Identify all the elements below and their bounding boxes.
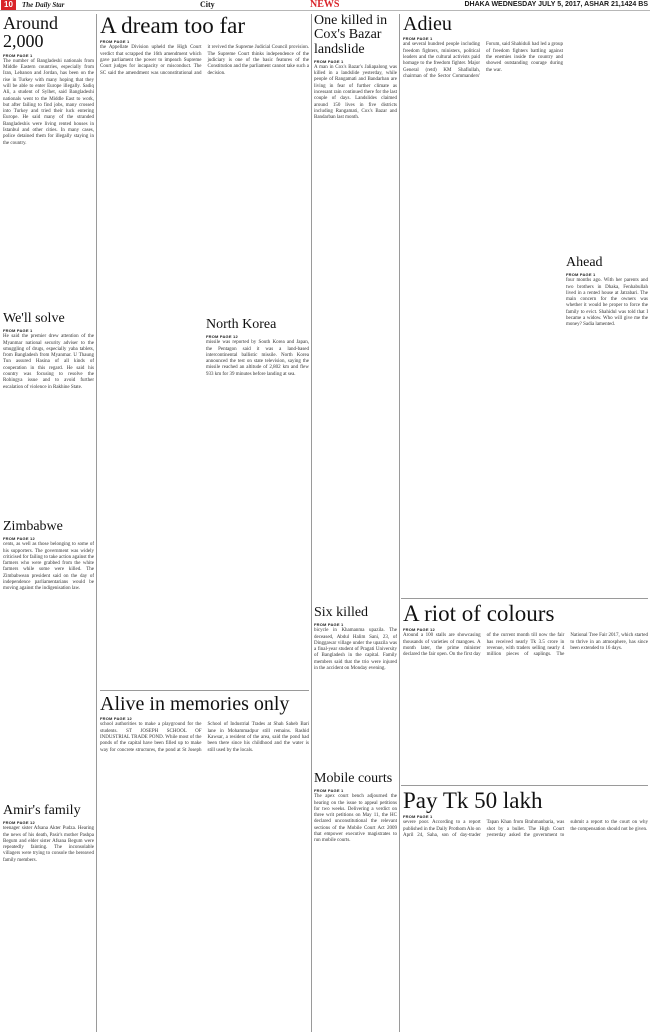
section-tag: NEWS (310, 0, 340, 10)
article-six-killed (314, 606, 397, 770)
source-line: FROM PAGE 1 (3, 52, 33, 58)
source-line: FROM PAGE 1 (3, 328, 33, 334)
headline: Six killed (314, 606, 369, 620)
source-line: FROM PAGE 1 (314, 788, 344, 794)
article-alive-in-memories (100, 694, 309, 1032)
headline: Zimbabwe (3, 520, 63, 534)
article-body: He said the premier drew attention of the Myanmar national security adviser to the smuggling of drugs, especially yaba tablets, from Bangladesh from Myanmar. U Thaung Tun assured Hasina of all kinds of cooperation in this regard. He said his country was focusing to resolve the Rohingya issue and to avoid further escalation of violence in Rakhine State. (3, 334, 94, 390)
source-line: FROM PAGE 1 (314, 622, 344, 628)
source-line: FROM PAGE 12 (403, 627, 435, 633)
source-line: FROM PAGE 12 (100, 716, 132, 722)
headline: North Korea (206, 318, 277, 332)
article-body: cents, as well as those belonging to some of his supporters. The government was widely criticised for failing to take action against the farmers who were grabbed from the white farmers while some were killed. The Zimbabwean president said on the day of independence parliamentarians would be moving against the indigenisation law. (3, 542, 94, 592)
source-line: FROM PAGE 12 (3, 820, 35, 826)
column-rule (311, 14, 312, 1032)
article-body: The number of Bangladeshi nationals from Middle Eastern countries, especially from Iran, Lebanon and Jordan, has been on the rise in Turkey with many hoping that they will be able to enter Europe illegally. Sadiq Ali, a student of Sylhet, said Bangladeshi nationals went to the Middle East to work, but after failing to find jobs, many crossed into Turkey and tried their luck entering Europe. He said many of the stranded Bangladeshis were living rented houses in Istanbul and other cities. In many cases, police detained them for illegally staying in the country. (3, 58, 94, 146)
headline: Pay Tk 50 lakh (403, 789, 543, 813)
source-line: FROM PAGE 12 (3, 536, 35, 542)
headline: Amir's family (3, 804, 81, 818)
article-body: missile was reported by South Korea and Japan, the Pentagon said it was a land-based intercontinental ballistic missile. North Korea announced the test on state television, saying the missile reached an altitude of 2,802 km and flew 933 km for 39 minutes before landing at sea. (206, 340, 309, 377)
article-amir-family (3, 804, 94, 1032)
section-rule (401, 785, 648, 786)
source-line: FROM PAGE 1 (403, 814, 433, 820)
article-riot-of-colours (403, 602, 648, 784)
headline: Alive in memories only (100, 694, 290, 715)
article-zimbabwe (3, 520, 94, 800)
article-body: The apex court bench adjourned the hearing on the issue to appeal petitions for two weeks. Delivering a verdict on three writ petitions on May 11, the HC declared unconstitutional the relevant sections of the Mobile Court Act 2009 that empower executive magistrates to run mobile courts. (314, 794, 397, 844)
headline: A dream too far (100, 14, 245, 38)
article-body: and several hundred people including freedom fighters, ministers, political leaders and the cultural activists paid homage to the freedom fighter. Major General (retd) KM Shafiullah, chairman of the Sector Commanders' Forum, said Shahiduli had led a group of freedom fighters battling against the enemies inside the country and showed outstanding courage during the war. (403, 42, 563, 79)
headline: Adieu (403, 14, 452, 35)
article-north-korea (206, 318, 309, 688)
source-line: FROM PAGE 1 (100, 39, 130, 45)
headline: Ahead (566, 256, 603, 270)
article-around-2000 (3, 14, 94, 312)
article-body: bicycle in Khamanma upazila. The deceased, Abdul Halim Sani, 23, of Dinggawar village under the upazila was a final-year student of Pragati University of Bangladesh in the capital. Family members said that the trio were injured in the accident on Monday evening. (314, 628, 397, 672)
newspaper-name: The Daily Star (22, 1, 65, 9)
section-name: City (200, 0, 215, 9)
issue-date: DHAKA WEDNESDAY JULY 5, 2017, ASHAR 21,1424 BS (464, 1, 648, 8)
article-body: Around a 100 stalls are showcasing thousands of varieties of mangoes. A month later, the prime minister declared the fair open. On the first day of the current month till now the fair has received nearly Tk 3.5 crore in revenue, with traders selling nearly 4 million pieces of saplings. The National Tree Fair 2017, which started to thrive in an atmosphere, has since been extended to 16 days. (403, 633, 648, 658)
source-line: FROM PAGE 1 (566, 272, 596, 278)
article-adieu (403, 14, 563, 598)
source-line: FROM PAGE 12 (206, 334, 238, 340)
article-body: A man in Cox's Bazar's Jaliapalong was killed in a landslide yesterday, while people of Rangamati and Bandarban are living in fear of further climate as incessant rain continued there for the last couple of days. Landslides claimed around 150 lives in five districts including Rangamati, Cox's Bazar and Bandarban last month. (314, 64, 397, 121)
headline: Mobile courts (314, 772, 393, 786)
headline: We'll solve (3, 312, 65, 326)
section-rule (401, 598, 648, 599)
article-body: four months ago. With her parents and two brothers in Dhaka, Fenhabullah lived in a rented house at Jatrabari. The main concern for the owners was whether it would be proper to force the family to evict. Shahidul was told that I became a widow. Who will give me the money? Sadia lamented. (566, 278, 648, 328)
article-body: teenager sister Afsana Akter Pudza. Hearing the news of his death, Pasir's mother Pashpa Begum and elder sister Afsana Begum were repeatedly fainting. The inconsolable villagers were trying to console the bereaved family members. (3, 826, 94, 863)
article-mobile-courts (314, 772, 397, 1032)
column-rule (96, 14, 97, 1032)
article-pay-tk-50-lakh (403, 789, 648, 1032)
source-line: FROM PAGE 1 (314, 58, 344, 64)
article-coxs-bazar (314, 14, 397, 604)
column-rule (399, 14, 400, 1032)
page-number: 10 (1, 0, 16, 10)
page-header (0, 0, 650, 11)
article-dream-too-far (100, 14, 309, 314)
article-well-solve (3, 312, 94, 520)
headline: Around 2,000 (3, 14, 58, 52)
source-line: FROM PAGE 1 (403, 36, 433, 42)
article-ahead (566, 256, 648, 596)
article-body: the Appellate Division upheld the High Court verdict that scrapped the 16th amendment which gave parliament the power to impeach Supreme Court judges for incapacity or misconduct. The SC said the amendment was unconstitutional and it revived the Supreme Judicial Council provision. The Supreme Court thinks independence of the judiciary is one of the basic features of the Constitution and the parliament cannot take such a decision. (100, 45, 309, 76)
headline: One killed in Cox's Bazar landslide (314, 14, 388, 57)
section-rule (100, 690, 309, 691)
article-body: school authorities to make a playground for the students. ST JOSEPH SCHOOL OF INDUSTRIAL TRADE POND. While most of the ponds of the capital have been filled up to make way for concrete structures, the pond at St Joseph School of Industrial Trades at Shah Saheb Bari lane in Mohammadpur still remains. Rashid Kawsar, a resident of the area, said the pond had been there since his childhood and the water is still used by the locals. (100, 722, 309, 753)
article-body: severe poor. According to a report published in the Daily Prothom Alo on April 24, Saha, son of day-trader Tapan Khan from Brahmanbaria, was shot by a bullet. The High Court yesterday asked the government to submit a report to the court on why the compensation should not be given. (403, 820, 648, 839)
headline: A riot of colours (403, 602, 555, 626)
